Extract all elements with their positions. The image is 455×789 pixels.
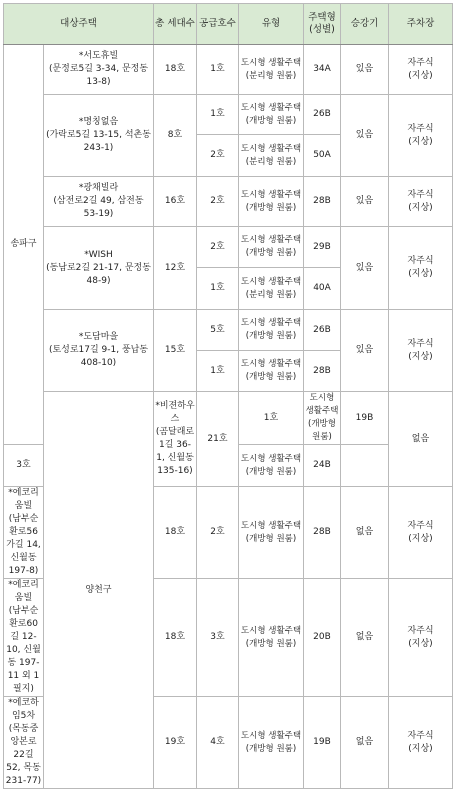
region-cell-yangcheon: 양천구: [44, 392, 154, 789]
parking-cell: [389, 310, 453, 392]
type-cell: [239, 487, 304, 579]
building-name: *에코리움빌: [8, 580, 39, 603]
type-line1: 도시형 생활주택: [240, 625, 302, 636]
building-name: *광채빌라: [78, 183, 119, 193]
housing-table-wrapper: [3, 3, 453, 789]
building-address: (남부순환로56가길 14, 신월동 197-8): [6, 514, 41, 576]
supply-unit-cell: 2호: [197, 177, 239, 227]
type-line1: 도시형 생활주택: [240, 318, 302, 328]
type-cell: [239, 310, 304, 351]
parking-line1: 자주식: [407, 189, 434, 200]
supply-unit-cell: 1호: [197, 351, 239, 392]
total-units-cell: 18호: [154, 579, 197, 697]
type-line2: (개방형 원룸): [245, 248, 297, 258]
supply-unit-cell: 1호: [197, 45, 239, 95]
type-line2: (개방형 원룸): [308, 419, 336, 442]
parking-line2: (지상): [408, 743, 433, 754]
total-units-cell: 8호: [154, 95, 197, 177]
type-line2: (개방형 원룸): [245, 533, 297, 544]
elevator-cell: 없음: [341, 487, 389, 579]
type-cell: [239, 95, 304, 135]
header-supply-unit: 공급호수: [197, 4, 239, 45]
total-units-cell: 18호: [154, 45, 197, 95]
parking-line2: (지상): [408, 533, 433, 544]
header-target: 대상주택: [4, 4, 154, 45]
parking-line2: (지상): [408, 638, 433, 649]
elevator-cell: 없음: [341, 697, 389, 789]
supply-unit-cell: 3호: [4, 445, 44, 487]
type-line2: (분리형 원룸): [245, 70, 297, 81]
type-line2: (개방형 원룸): [245, 466, 297, 477]
building-cell: [44, 227, 154, 310]
type-cell: [239, 351, 304, 392]
building-name: *에코리움빌: [8, 488, 39, 511]
supply-unit-cell: 3호: [197, 579, 239, 697]
type-line2: (개방형 원룸): [245, 372, 297, 382]
type-cell: [304, 392, 341, 445]
header-elevator: 승강기: [341, 4, 389, 45]
type-line1: 도시형 생활주택: [240, 189, 302, 200]
building-cell: [44, 177, 154, 227]
type-cell: [239, 579, 304, 697]
parking-cell: [389, 95, 453, 177]
parking-line1: 자주식: [407, 57, 434, 68]
supply-unit-cell: 1호: [239, 392, 304, 445]
type-line2: (개방형 원룸): [245, 638, 297, 649]
building-address: (동남로2길 21-17, 문정동 48-9): [46, 262, 151, 286]
type-line1: 도시형 생활주택: [240, 235, 302, 245]
supply-unit-cell: 5호: [197, 310, 239, 351]
type-line1: 도시형 생활주택: [240, 730, 302, 741]
house-type-cell: 28B: [304, 177, 341, 227]
type-line1: 도시형 생활주택: [240, 276, 302, 287]
supply-unit-cell: 4호: [197, 697, 239, 789]
elevator-cell: 있음: [341, 177, 389, 227]
building-address: (삼전로2길 49, 삼전동 53-19): [53, 196, 144, 219]
building-address: (가락로5길 13-15, 석촌동 243-1): [46, 130, 151, 153]
type-line1: 도시형 생활주택: [240, 102, 302, 113]
building-address: (문정로5길 3-34, 문정동 13-8): [48, 64, 149, 87]
house-type-cell: 34A: [304, 45, 341, 95]
type-line2: (분리형 원룸): [245, 156, 297, 167]
elevator-cell: 있음: [341, 310, 389, 392]
table-row: [4, 45, 453, 95]
parking-cell: [389, 227, 453, 310]
type-line1: 도시형 생활주택: [240, 143, 302, 154]
building-address: (남부순환로60길 12-10, 신월동 197-11 외 1필지): [6, 606, 41, 694]
total-units-cell: 18호: [154, 487, 197, 579]
house-type-cell: 26B: [304, 95, 341, 135]
supply-unit-cell: 2호: [197, 135, 239, 177]
type-cell: [239, 227, 304, 268]
supply-unit-cell: 1호: [197, 268, 239, 310]
header-parking: 주차장: [389, 4, 453, 45]
type-line2: (분리형 원룸): [245, 289, 297, 300]
type-line2: (개방형 원룸): [245, 202, 297, 213]
type-cell: [239, 45, 304, 95]
total-units-cell: 12호: [154, 227, 197, 310]
parking-cell: [389, 177, 453, 227]
house-type-cell: 19B: [341, 392, 389, 445]
table-row: [4, 227, 453, 268]
building-address: (토성로17길 9-1, 풍납동 408-10): [48, 345, 149, 368]
parking-line2: (지상): [408, 70, 433, 81]
type-line2: (개방형 원룸): [245, 743, 297, 754]
table-row: [4, 177, 453, 227]
parking-line2: (지상): [408, 351, 433, 362]
building-cell: [44, 310, 154, 392]
building-address: (곰달래로1길 36-1, 신월동 135-16): [155, 427, 195, 476]
building-name: *에코하임5차: [8, 698, 39, 721]
house-type-cell: 29B: [304, 227, 341, 268]
parking-line1: 자주식: [407, 256, 434, 266]
building-cell: [4, 487, 44, 579]
parking-line1: 자주식: [407, 520, 434, 531]
supply-unit-cell: 2호: [197, 227, 239, 268]
building-name: *WISH: [84, 249, 113, 260]
type-line2: (개방형 원룸): [245, 115, 297, 126]
header-house-type-line1: 주택형: [308, 12, 336, 23]
building-cell: [44, 95, 154, 177]
building-address: (목동중앙본로22길 52, 목동 231-77): [5, 724, 42, 786]
building-cell: [4, 579, 44, 697]
elevator-cell: 있음: [341, 45, 389, 95]
table-row: [4, 95, 453, 135]
parking-cell: [389, 45, 453, 95]
table-row: [4, 392, 453, 445]
type-line1: 도시형 생활주택: [240, 57, 302, 68]
type-line1: 도시형 생활주택: [305, 393, 339, 416]
building-name: *도담마을: [78, 332, 119, 342]
header-type: 유형: [239, 4, 304, 45]
parking-line1: 자주식: [407, 625, 434, 636]
total-units-cell: 15호: [154, 310, 197, 392]
supply-unit-cell: 2호: [197, 487, 239, 579]
type-cell: [239, 697, 304, 789]
house-type-cell: 20B: [304, 579, 341, 697]
type-line1: 도시형 생활주택: [240, 453, 302, 464]
building-name: *비젼하우스: [155, 401, 195, 424]
type-cell: [239, 445, 304, 487]
header-house-type: [304, 4, 341, 45]
house-type-cell: 40A: [304, 268, 341, 310]
type-line1: 도시형 생활주택: [240, 520, 302, 531]
total-units-cell: 19호: [154, 697, 197, 789]
type-cell: [239, 268, 304, 310]
elevator-cell: 없음: [341, 579, 389, 697]
header-row: [4, 4, 453, 45]
type-cell: [239, 135, 304, 177]
region-cell-songpa: 송파구: [4, 45, 44, 445]
elevator-cell: 없음: [389, 392, 453, 487]
table-row: [4, 310, 453, 351]
building-cell: [154, 392, 197, 487]
house-type-cell: 19B: [304, 697, 341, 789]
header-total-units: 총 세대수: [154, 4, 197, 45]
parking-cell: [389, 697, 453, 789]
parking-cell: [389, 579, 453, 697]
header-house-type-line2: (성별): [309, 24, 335, 35]
building-name: *명칭없음: [78, 117, 119, 127]
house-type-cell: 24B: [304, 445, 341, 487]
type-line2: (개방형 원룸): [245, 331, 297, 341]
parking-cell: [389, 487, 453, 579]
type-line1: 도시형 생활주택: [240, 359, 302, 369]
house-type-cell: 50A: [304, 135, 341, 177]
parking-line2: (지상): [408, 269, 433, 279]
parking-line1: 자주식: [407, 123, 434, 134]
house-type-cell: 26B: [304, 310, 341, 351]
parking-line1: 자주식: [407, 730, 434, 741]
parking-line1: 자주식: [407, 338, 434, 349]
parking-line2: (지상): [408, 136, 433, 147]
total-units-cell: 21호: [197, 392, 239, 487]
building-cell: [44, 45, 154, 95]
building-cell: [4, 697, 44, 789]
building-name: *서도휴빌: [78, 51, 119, 61]
supply-unit-cell: 1호: [197, 95, 239, 135]
elevator-cell: 있음: [341, 95, 389, 177]
house-type-cell: 28B: [304, 487, 341, 579]
total-units-cell: 16호: [154, 177, 197, 227]
housing-supply-table: [3, 3, 453, 789]
type-cell: [239, 177, 304, 227]
elevator-cell: 있음: [341, 227, 389, 310]
house-type-cell: 28B: [304, 351, 341, 392]
parking-line2: (지상): [408, 202, 433, 213]
